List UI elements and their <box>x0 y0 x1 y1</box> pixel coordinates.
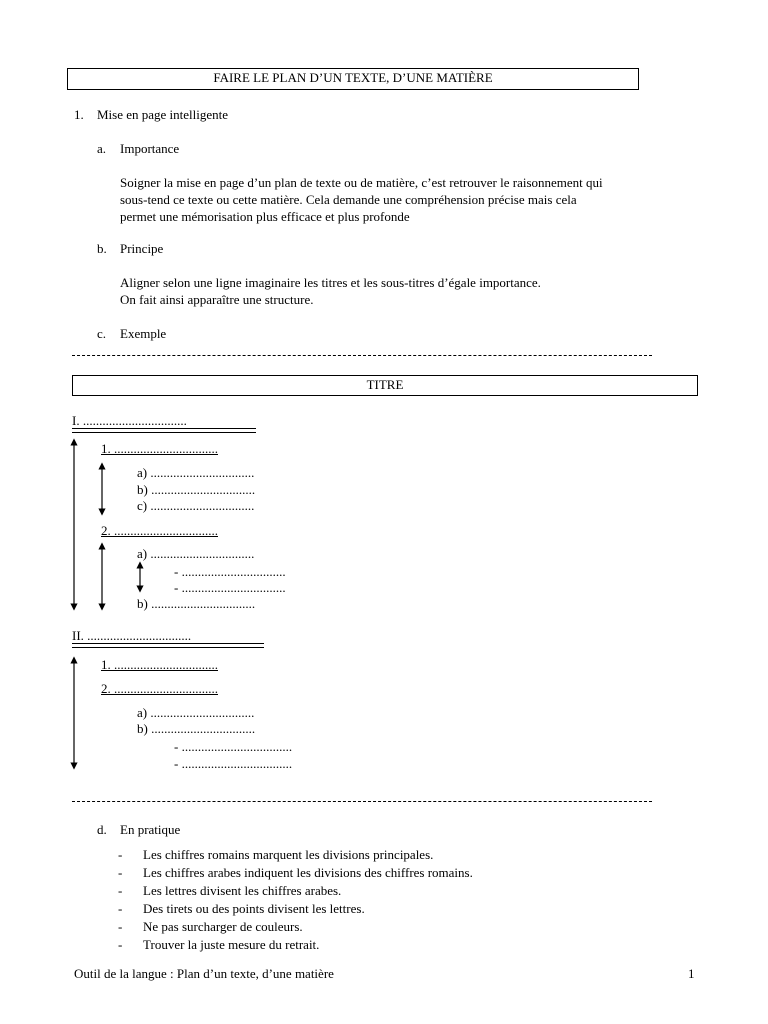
example-roman-I: I. ................................ <box>72 413 187 428</box>
example-II-2-b: b) ................................ <box>137 721 256 736</box>
example-I-2-a-dash1: - ................................ <box>174 564 286 579</box>
bullet-marker: - <box>118 883 123 898</box>
bullet-item: Les lettres divisent les chiffres arabes. <box>143 883 342 898</box>
bullet-item: Les chiffres arabes indiquent les divisions des chiffres romains. <box>143 865 473 880</box>
section-number: 1. <box>74 107 84 122</box>
paragraph-line: On fait ainsi apparaître une structure. <box>120 292 314 307</box>
subsection-a-title: Importance <box>120 141 180 156</box>
example-I-1: 1. ................................ <box>101 441 218 456</box>
paragraph-line: Aligner selon une ligne imaginaire les titres et les sous-titres d’égale importance. <box>120 275 541 290</box>
bullet-item: Des tirets ou des points divisent les lettres. <box>143 901 365 916</box>
paragraph-line: permet une mémorisation plus efficace et plus profonde <box>120 209 410 224</box>
bullet-marker: - <box>118 865 123 880</box>
page-number: 1 <box>688 966 695 981</box>
subsection-d-marker: d. <box>97 822 107 837</box>
example-roman-II: II. ................................ <box>72 628 192 643</box>
example-II-2-b-dash1: - .................................. <box>174 739 293 754</box>
example-I-1-a: a) ................................ <box>137 465 255 480</box>
document-title-text: FAIRE LE PLAN D’UN TEXTE, D’UNE MATIÈRE <box>213 70 493 85</box>
bullet-item: Les chiffres romains marquent les divisions principales. <box>143 847 434 862</box>
example-II-1: 1. ................................ <box>101 657 218 672</box>
example-I-1-c: c) ................................ <box>137 498 255 513</box>
example-II-2-b-dash2: - .................................. <box>174 756 293 771</box>
paragraph-line: Soigner la mise en page d’un plan de texte ou de matière, c’est retrouver le raisonnement qui <box>120 175 603 190</box>
example-II-2: 2. ................................ <box>101 681 218 696</box>
example-I-2: 2. ................................ <box>101 523 218 538</box>
paragraph-line: sous-tend ce texte ou cette matière. Cela demande une compréhension précise mais cela <box>120 192 577 207</box>
subsection-c-title: Exemple <box>120 326 167 341</box>
subsection-a-marker: a. <box>97 141 107 156</box>
bullet-marker: - <box>118 847 123 862</box>
bullet-marker: - <box>118 901 123 916</box>
bullet-marker: - <box>118 919 123 934</box>
bullet-item: Ne pas surcharger de couleurs. <box>143 919 303 934</box>
example-II-2-a: a) ................................ <box>137 705 255 720</box>
example-title-text: TITRE <box>366 377 404 392</box>
bullet-marker: - <box>118 937 123 952</box>
footer-text: Outil de la langue : Plan d’un texte, d’une matière <box>74 966 334 981</box>
subsection-b-marker: b. <box>97 241 107 256</box>
subsection-b-title: Principe <box>120 241 164 256</box>
example-I-2-a: a) ................................ <box>137 546 255 561</box>
subsection-c-marker: c. <box>97 326 107 341</box>
section-title: Mise en page intelligente <box>97 107 229 122</box>
example-I-1-b: b) ................................ <box>137 482 256 497</box>
dashed-separator-bottom <box>72 801 652 802</box>
example-I-2-b: b) ................................ <box>137 596 256 611</box>
bullet-item: Trouver la juste mesure du retrait. <box>143 937 320 952</box>
subsection-d-title: En pratique <box>120 822 181 837</box>
example-I-2-a-dash2: - ................................ <box>174 580 286 595</box>
